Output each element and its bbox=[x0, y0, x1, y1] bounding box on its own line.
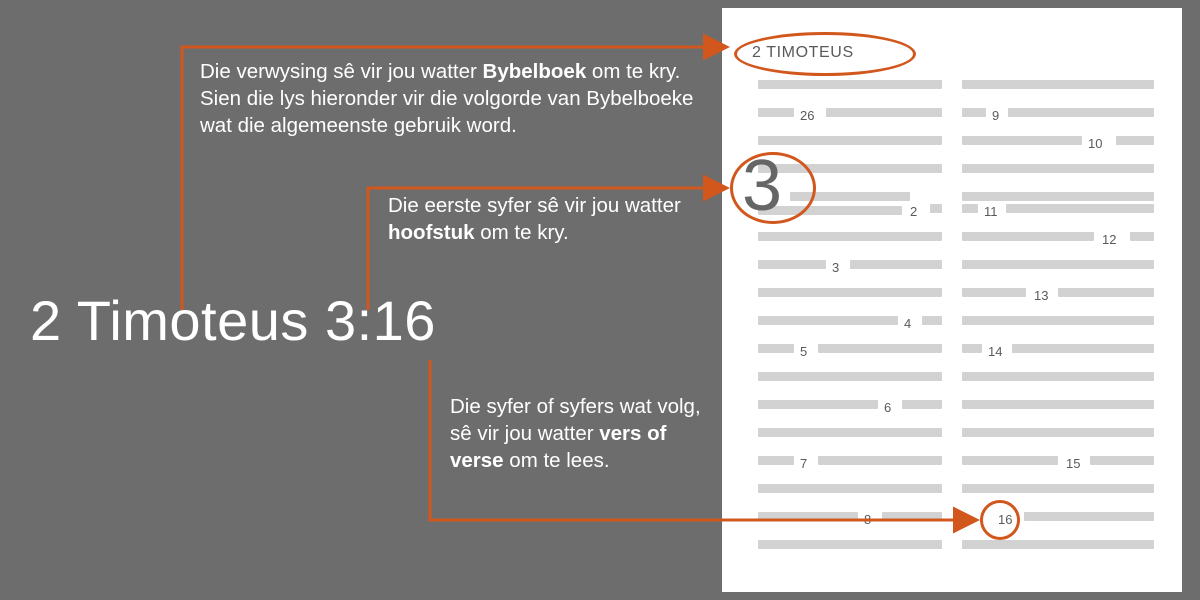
text-line bbox=[758, 232, 942, 241]
text-line bbox=[962, 192, 1154, 201]
text-line bbox=[758, 260, 826, 269]
callout-book bbox=[200, 58, 700, 139]
text-line bbox=[962, 260, 1154, 269]
callout-verse bbox=[450, 393, 710, 474]
verse-number: 8 bbox=[864, 512, 872, 527]
text-line bbox=[818, 456, 942, 465]
text-line bbox=[1006, 204, 1154, 213]
callout-verse-pre: Die syfer of syfers wat volg, sê vir jou watter bbox=[450, 395, 701, 445]
verse-number: 12 bbox=[1102, 232, 1117, 247]
callout-verse-strong: vers of verse bbox=[450, 422, 667, 472]
verse-number: 16 bbox=[998, 512, 1013, 527]
text-line bbox=[758, 456, 794, 465]
text-line bbox=[826, 108, 942, 117]
callout-book-strong: Bybelboek bbox=[482, 60, 587, 83]
text-line bbox=[758, 80, 942, 89]
text-line bbox=[758, 372, 942, 381]
text-line bbox=[902, 400, 942, 409]
page-columns bbox=[750, 34, 1154, 574]
text-line bbox=[758, 316, 898, 325]
verse-number: 13 bbox=[1034, 288, 1049, 303]
bible-page-illustration bbox=[722, 8, 1182, 592]
text-line bbox=[930, 204, 942, 213]
text-line bbox=[1116, 136, 1154, 145]
text-line bbox=[850, 260, 942, 269]
text-line bbox=[962, 288, 1026, 297]
text-line bbox=[758, 136, 942, 145]
text-line bbox=[962, 136, 1082, 145]
page-column-left bbox=[750, 34, 942, 574]
text-line bbox=[758, 428, 942, 437]
verse-number: 14 bbox=[988, 344, 1003, 359]
text-line bbox=[758, 484, 942, 493]
text-line bbox=[962, 400, 1154, 409]
text-line bbox=[962, 232, 1094, 241]
verse-number: 4 bbox=[904, 316, 912, 331]
text-line bbox=[1012, 344, 1154, 353]
verse-number: 15 bbox=[1066, 456, 1081, 471]
text-line bbox=[962, 108, 986, 117]
chapter-number: 3 bbox=[742, 146, 783, 226]
book-highlight-ellipse bbox=[734, 32, 916, 76]
verse-number: 10 bbox=[1088, 136, 1103, 151]
text-line bbox=[962, 204, 978, 213]
text-line bbox=[1090, 456, 1154, 465]
text-line bbox=[758, 288, 942, 297]
text-line bbox=[758, 108, 794, 117]
scripture-reference: 2 Timoteus 3:16 bbox=[30, 289, 436, 352]
callout-chapter-post: om te kry. bbox=[474, 221, 569, 244]
verse-number: 11 bbox=[984, 204, 998, 219]
text-line bbox=[758, 344, 794, 353]
text-line bbox=[962, 456, 1058, 465]
text-line bbox=[962, 540, 1154, 549]
text-line bbox=[962, 484, 1154, 493]
text-line bbox=[1130, 232, 1154, 241]
text-line bbox=[962, 428, 1154, 437]
text-line bbox=[1058, 288, 1154, 297]
verse-number: 6 bbox=[884, 400, 892, 415]
text-line bbox=[758, 400, 878, 409]
text-line bbox=[758, 540, 942, 549]
text-line bbox=[962, 372, 1154, 381]
text-line bbox=[922, 316, 942, 325]
chapter-highlight-ellipse bbox=[730, 146, 816, 226]
text-line bbox=[1008, 108, 1154, 117]
book-heading: 2 TIMOTEUS bbox=[752, 44, 854, 61]
callout-chapter-strong: hoofstuk bbox=[388, 221, 475, 244]
callout-verse-post: om te lees. bbox=[503, 449, 610, 472]
text-line bbox=[818, 344, 942, 353]
callout-chapter bbox=[388, 192, 708, 246]
verse-number: 5 bbox=[800, 344, 808, 359]
verse-highlight-ellipse bbox=[980, 500, 1020, 540]
text-line bbox=[962, 316, 1154, 325]
text-line bbox=[962, 80, 1154, 89]
verse-number: 9 bbox=[992, 108, 1000, 123]
text-line bbox=[962, 344, 982, 353]
callout-book-post: om te kry. Sien die lys hieronder vir die volgorde van Bybelboeke wat die algemeenste gebruik word. bbox=[200, 60, 694, 137]
page-column-right bbox=[962, 34, 1154, 574]
text-line bbox=[962, 164, 1154, 173]
callout-chapter-pre: Die eerste syfer sê vir jou watter bbox=[388, 194, 681, 217]
text-line bbox=[882, 512, 942, 521]
callout-book-pre: Die verwysing sê vir jou watter bbox=[200, 60, 483, 83]
text-line bbox=[758, 512, 858, 521]
text-line bbox=[1024, 512, 1154, 521]
verse-number: 26 bbox=[800, 108, 815, 123]
verse-number: 2 bbox=[910, 204, 918, 219]
verse-number: 7 bbox=[800, 456, 808, 471]
verse-number: 3 bbox=[832, 260, 840, 275]
